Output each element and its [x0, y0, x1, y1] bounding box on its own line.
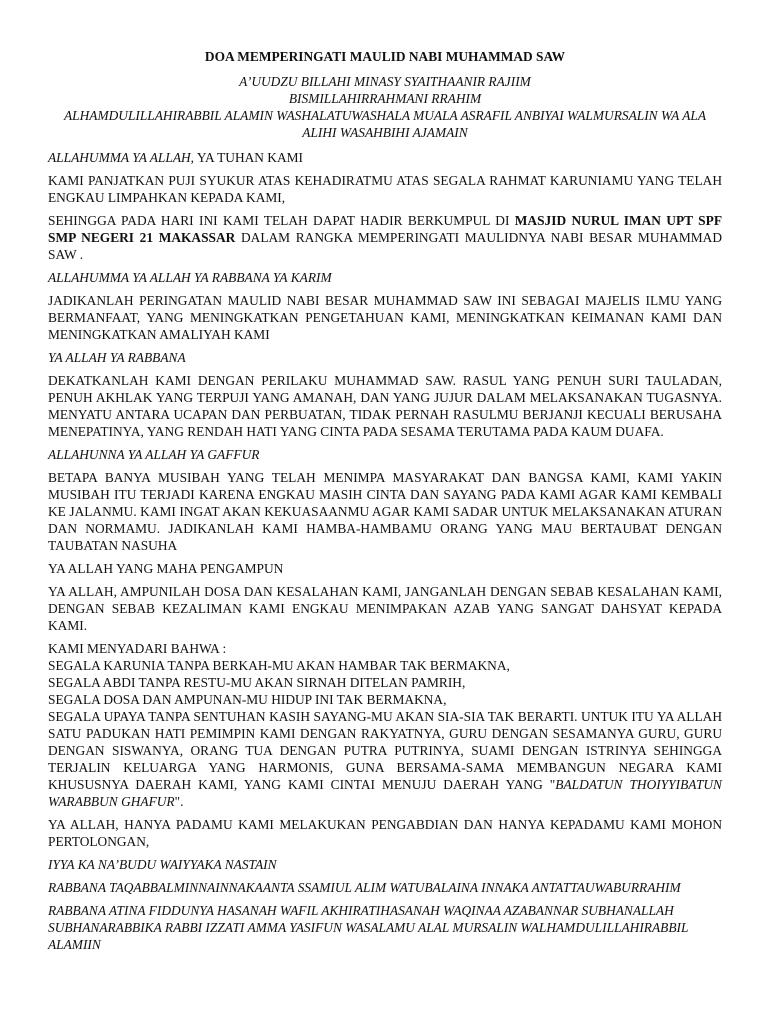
paragraph-4: ALLAHUMMA YA ALLAH YA RABBANA YA KARIM: [48, 270, 332, 285]
paragraph-8: ALLAHUNNA YA ALLAH YA GAFFUR: [48, 447, 260, 462]
paragraph-12-line-2: SEGALA KARUNIA TANPA BERKAH-MU AKAN HAMBAR TAK BERMAKNA,: [48, 658, 510, 673]
paragraph-3-after: DALAM RANGKA MEMPERINGATI MAULIDNYA NABI BESAR MUHAMMAD SAW .: [48, 230, 722, 262]
paragraph-5: JADIKANLAH PERINGATAN MAULID NABI BESAR MUHAMMAD SAW INI SEBAGAI MAJELIS ILMU YANG BERMANFAAT, YANG MENINGKATKAN PENGETAHUAN KAMI, MENINGKATKAN KEIMANAN KAMI DAN MENINGKATKAN AMALIYAH KAMI: [48, 293, 722, 342]
paragraph-10: YA ALLAH YANG MAHA PENGAMPUN: [48, 561, 284, 576]
paragraph-12-line-5-text: SEGALA UPAYA TANPA SENTUHAN KASIH SAYANG-MU AKAN SIA-SIA TAK BERARTI. UNTUK ITU YA ALLAH SATU PADUKAN HATI PEMIMPIN KAMI DENGAN RAKYATNYA, GURU DENGAN SESAMANYA GURU, GURU DENGAN SISWANYA, ORANG TUA DENGAN PUTRA PUTRINYA, SUAMI DENGAN ISTRINYA SEHINGGA TERJALIN KELUARGA YANG HARMONIS, GUNA BERSAMA-SAMA MEMBANGUN NEGARA KAMI KHUSUSNYA DAERAH KAMI, YANG KAMI CINTAI MENUJU DAERAH YANG ": [48, 709, 722, 792]
paragraph-9: BETAPA BANYA MUSIBAH YANG TELAH MENIMPA MASYARAKAT DAN BANGSA KAMI, KAMI YAKIN MUSIBAH ITU TERJADI KARENA ENGKAU MASIH CINTA DAN SAYANG PADA KAMI AGAR KAMI KEMBALI KE JALANMU. KAMI INGAT AKAN KEKUASAANMU AGAR KAMI SADAR UNTUK MELAKSANAKAN ATURAN DAN NORMAMU. JADIKANLAH KAMI HAMBA-HAMBAMU ORANG YANG MAU BERTAUBAT DENGAN TAUBATAN NASUHA: [48, 470, 722, 553]
paragraph-2: KAMI PANJATKAN PUJI SYUKUR ATAS KEHADIRATMU ATAS SEGALA RAHMAT KARUNIAMU YANG TELAH ENGKAU LIMPAHKAN KEPADA KAMI,: [48, 173, 722, 205]
paragraph-3: [48, 212, 722, 263]
paragraph-6: YA ALLAH YA RABBANA: [48, 350, 186, 365]
paragraph-12: [48, 640, 722, 810]
paragraph-12-line-4: SEGALA DOSA DAN AMPUNAN-MU HIDUP INI TAK BERMAKNA,: [48, 692, 447, 707]
paragraph-12-line-3: SEGALA ABDI TANPA RESTU-MU AKAN SIRNAH DITELAN PAMRIH,: [48, 675, 466, 690]
opening-invocation: [48, 73, 722, 141]
opening-line-4: ALIHI WASAHBIHI AJAMAIN: [302, 125, 468, 140]
opening-line-2: BISMILLAHIRRAHMANI RRAHIM: [288, 91, 482, 106]
paragraph-12-line-5: [48, 708, 722, 810]
paragraph-12-line-5-italic: BALDATUN THOIYYIBATUN WARABBUN GHAFUR: [48, 777, 722, 809]
paragraph-12-line-5-end: ".: [174, 794, 184, 809]
opening-line-3: ALHAMDULILLAHIRABBIL ALAMIN WASHALATUWASHALA MUALA ASRAFIL ANBIYAI WALMURSALIN WA ALA: [63, 108, 707, 123]
opening-line-1: A’UUDZU BILLAHI MINASY SYAITHAANIR RAJIIM: [239, 74, 531, 89]
paragraph-13: YA ALLAH, HANYA PADAMU KAMI MELAKUKAN PENGABDIAN DAN HANYA KEPADAMU KAMI MOHON PERTOLONGAN,: [48, 817, 722, 849]
paragraph-1-italic: ALLAHUMMA YA ALLAH: [48, 150, 191, 165]
paragraph-16: RABBANA ATINA FIDDUNYA HASANAH WAFIL AKHIRATIHASANAH WAQINAA AZABANNAR SUBHANALLAH SUBHANARABBIKA RABBI IZZATI AMMA YASIFUN WASALAMU ALAL MURSALIN WALHAMDULILLAHIRABBIL ALAMIIN: [48, 903, 689, 952]
paragraph-12-line-1: KAMI MENYADARI BAHWA :: [48, 641, 227, 656]
document-title: DOA MEMPERINGATI MAULID NABI MUHAMMAD SAW: [204, 49, 566, 64]
paragraph-1-rest: , YA TUHAN KAMI: [190, 150, 304, 165]
document-page: [48, 48, 722, 959]
paragraph-1: [48, 149, 722, 166]
paragraph-14: IYYA KA NA’BUDU WAIYYAKA NASTAIN: [48, 857, 277, 872]
paragraph-15: RABBANA TAQABBALMINNAINNAKAANTA SSAMIUL ALIM WATUBALAINA INNAKA ANTATTAUWABURRAHIM: [48, 880, 681, 895]
paragraph-7: DEKATKANLAH KAMI DENGAN PERILAKU MUHAMMAD SAW. RASUL YANG PENUH SURI TAULADAN, PENUH AKHLAK YANG TERPUJI YANG AMANAH, DAN YANG JUJUR DALAM MELAKSANAKAN TUGASNYA. MENYATU ANTARA UCAPAN DAN PERBUATAN, TIDAK PERNAH RASULMU BERJANJI KECUALI BERUSAHA MENEPATINYA, YANG RENDAH HATI YANG CINTA PADA SESAMA TERUTAMA PADA KAUM DUAFA.: [48, 373, 722, 439]
paragraph-11: YA ALLAH, AMPUNILAH DOSA DAN KESALAHAN KAMI, JANGANLAH DENGAN SEBAB KESALAHAN KAMI, DENGAN SEBAB KEZALIMAN KAMI ENGKAU MENIMPAKAN AZAB YANG SANGAT DAHSYAT KEPADA KAMI.: [48, 584, 722, 633]
paragraph-3-before: SEHINGGA PADA HARI INI KAMI TELAH DAPAT HADIR BERKUMPUL DI: [48, 213, 515, 228]
paragraph-3-bold: MASJID NURUL IMAN UPT SPF SMP NEGERI 21 MAKASSAR: [48, 213, 722, 245]
